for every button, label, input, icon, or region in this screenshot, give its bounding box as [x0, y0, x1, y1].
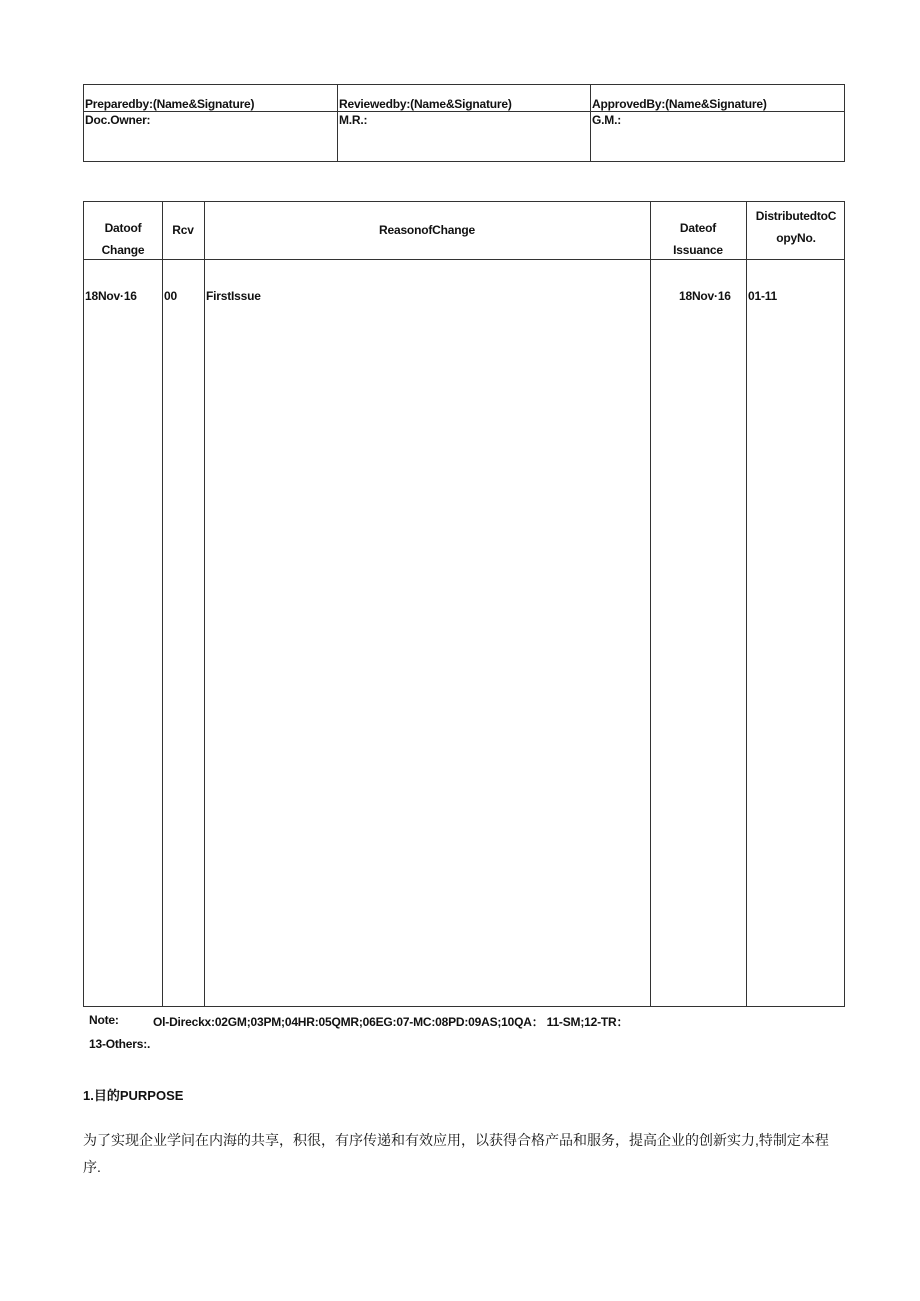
header-date-of-issuance: Dateof Issuance	[673, 221, 723, 257]
revision-history-table	[83, 201, 845, 1007]
header-reason-of-change: ReasonofChange	[379, 223, 475, 237]
cell-distributed: 01-11	[748, 289, 778, 303]
note-line-1: Ol-Direckx:02GM;03PM;04HR:05QMR;06EG:07-MC:08PD:09AS;10QA： 11-SM;12-TR：	[153, 1015, 629, 1029]
header-distributed-to-copy-no: DistributedtoC opyNo.	[755, 209, 837, 245]
gm-label: G.M.:	[592, 113, 621, 127]
cell-date-of-issuance: 18Nov·16	[679, 289, 731, 303]
note-line-2: 13-Others:.	[89, 1037, 151, 1051]
column-divider	[590, 85, 591, 161]
column-divider	[650, 202, 651, 1006]
prepared-by-label: Preparedby:(Name&Signature)	[85, 97, 255, 111]
column-divider	[746, 202, 747, 1006]
row-divider	[84, 111, 844, 112]
column-divider	[162, 202, 163, 1006]
purpose-paragraph: 为了实现企业学问在内海的共享，积很，有序传递和有效应用，以获得合格产品和服务，提高企业的创新实力,特制定本程序.	[83, 1132, 829, 1175]
header-rev: Rcv	[172, 223, 194, 237]
section-heading-purpose: 1.目的PURPOSE	[83, 1088, 184, 1103]
cell-reason: FirstIssue	[206, 289, 261, 303]
header-date-of-change: Datoof Change	[101, 221, 145, 257]
cell-date-of-change: 18Nov·16	[85, 289, 137, 303]
column-divider	[337, 85, 338, 161]
cell-rev: 00	[164, 289, 177, 303]
signature-table	[83, 84, 845, 162]
approved-by-label: ApprovedBy:(Name&Signature)	[592, 97, 767, 111]
column-divider	[204, 202, 205, 1006]
reviewed-by-label: Reviewedby:(Name&Signature)	[339, 97, 512, 111]
doc-owner-label: Doc.Owner:	[85, 113, 151, 127]
mr-label: M.R.:	[339, 113, 368, 127]
note-label: Note:	[89, 1013, 119, 1027]
